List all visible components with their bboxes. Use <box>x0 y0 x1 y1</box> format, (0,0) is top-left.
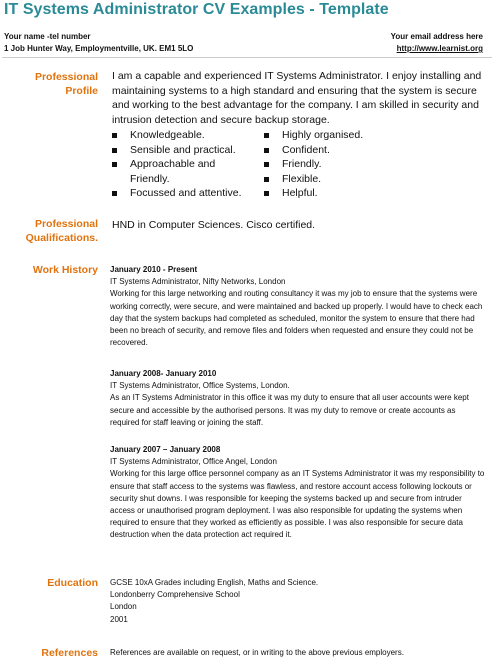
job-description: Working for this large networking and routing consultancy it was my job to ensure that the systems were working correctly, were secure, and were maintained and backed up properly. I would have to check each day that the system backups had completed as scheduled, monitor the system to ensure that there had been no breach of security, and remove files and folders when requested and ensure they could not be recovered. <box>110 289 483 348</box>
qualifications-label-line: Qualifications. <box>25 232 98 244</box>
job-entry <box>110 368 486 429</box>
skill-item: Focussed and attentive. <box>112 186 242 201</box>
education-line: 2001 <box>110 614 128 624</box>
job-role: IT Systems Administrator, Nifty Networks, London <box>110 277 286 287</box>
cv-title: IT Systems Administrator CV Examples - Template <box>4 1 389 18</box>
skill-item: Highly organised. <box>264 128 363 143</box>
address-line: 1 Job Hunter Way, Employmentville, UK. EM1 5LO <box>4 44 194 53</box>
header-divider <box>2 57 492 58</box>
skill-item: Confident. <box>264 143 330 158</box>
skill-item: Sensible and practical. <box>112 143 236 158</box>
qualifications-label-line: Professional <box>34 218 98 230</box>
job-role: IT Systems Administrator, Office Angel, London <box>110 457 277 467</box>
references-text: References are available on request, or in writing to the above previous employers. <box>110 648 404 657</box>
skill-item: Knowledgeable. <box>112 128 205 143</box>
skill-item: Helpful. <box>264 186 318 201</box>
email-block <box>391 31 483 55</box>
email-line: Your email address here <box>390 32 483 41</box>
education-line: GCSE 10xA Grades including English, Maths and Science. <box>110 578 319 587</box>
job-entry <box>110 444 486 542</box>
education-line: London <box>110 602 137 612</box>
contact-block <box>4 31 193 55</box>
qualifications-text: HND in Computer Sciences. Cisco certified. <box>112 219 316 231</box>
education-line: Londonberry Comprehensive School <box>110 590 240 600</box>
job-entry <box>110 264 486 349</box>
job-description: As an IT Systems Administrator in this office it was my duty to ensure that all user accounts were kept secure and accessible by the authorised persons. It was my duty to remove or create accounts as required for staff leaving or joining the staff. <box>110 393 469 427</box>
skill-item: Friendly. <box>264 157 321 172</box>
job-dates: January 2010 - Present <box>110 265 198 274</box>
job-description: Working for this large office personnel company as an IT Systems Administrator it was my responsibility to ensure that staff access to the systems was flawless, and restore account access following lockouts or security shut downs. I was responsible for keeping the systems backed up and secure from intruder access or unauthorised program deployment. I was also responsible for updating the systems when required to ensure that they worked as efficiently as possible. I was also responsible for secure data destruction when the data protection act required it. <box>110 469 485 540</box>
education-label: Education <box>47 577 98 589</box>
name-line: Your name -tel number <box>4 32 91 41</box>
job-role: IT Systems Administrator, Office Systems, London. <box>110 381 290 391</box>
skill-item: Approachable and Friendly. <box>112 157 230 186</box>
skill-item: Flexible. <box>264 172 321 187</box>
qualifications-label <box>0 217 98 245</box>
references-label: References <box>41 647 98 659</box>
work-history-label: Work History <box>32 264 98 276</box>
education-block <box>110 577 486 626</box>
profile-text: I am a capable and experienced IT Systems Administrator. I enjoy installing and maintaining systems to a high standard and ensuring that the system is secure and working to the best advantage for the company. I am skilled in security and intrusion detection and secure backup storage. <box>112 70 482 126</box>
job-dates: January 2007 – January 2008 <box>110 445 221 454</box>
job-dates: January 2008- January 2010 <box>110 369 217 378</box>
profile-label: Professional Profile <box>34 71 98 97</box>
website-link[interactable]: http://www.learnist.org <box>396 44 483 53</box>
